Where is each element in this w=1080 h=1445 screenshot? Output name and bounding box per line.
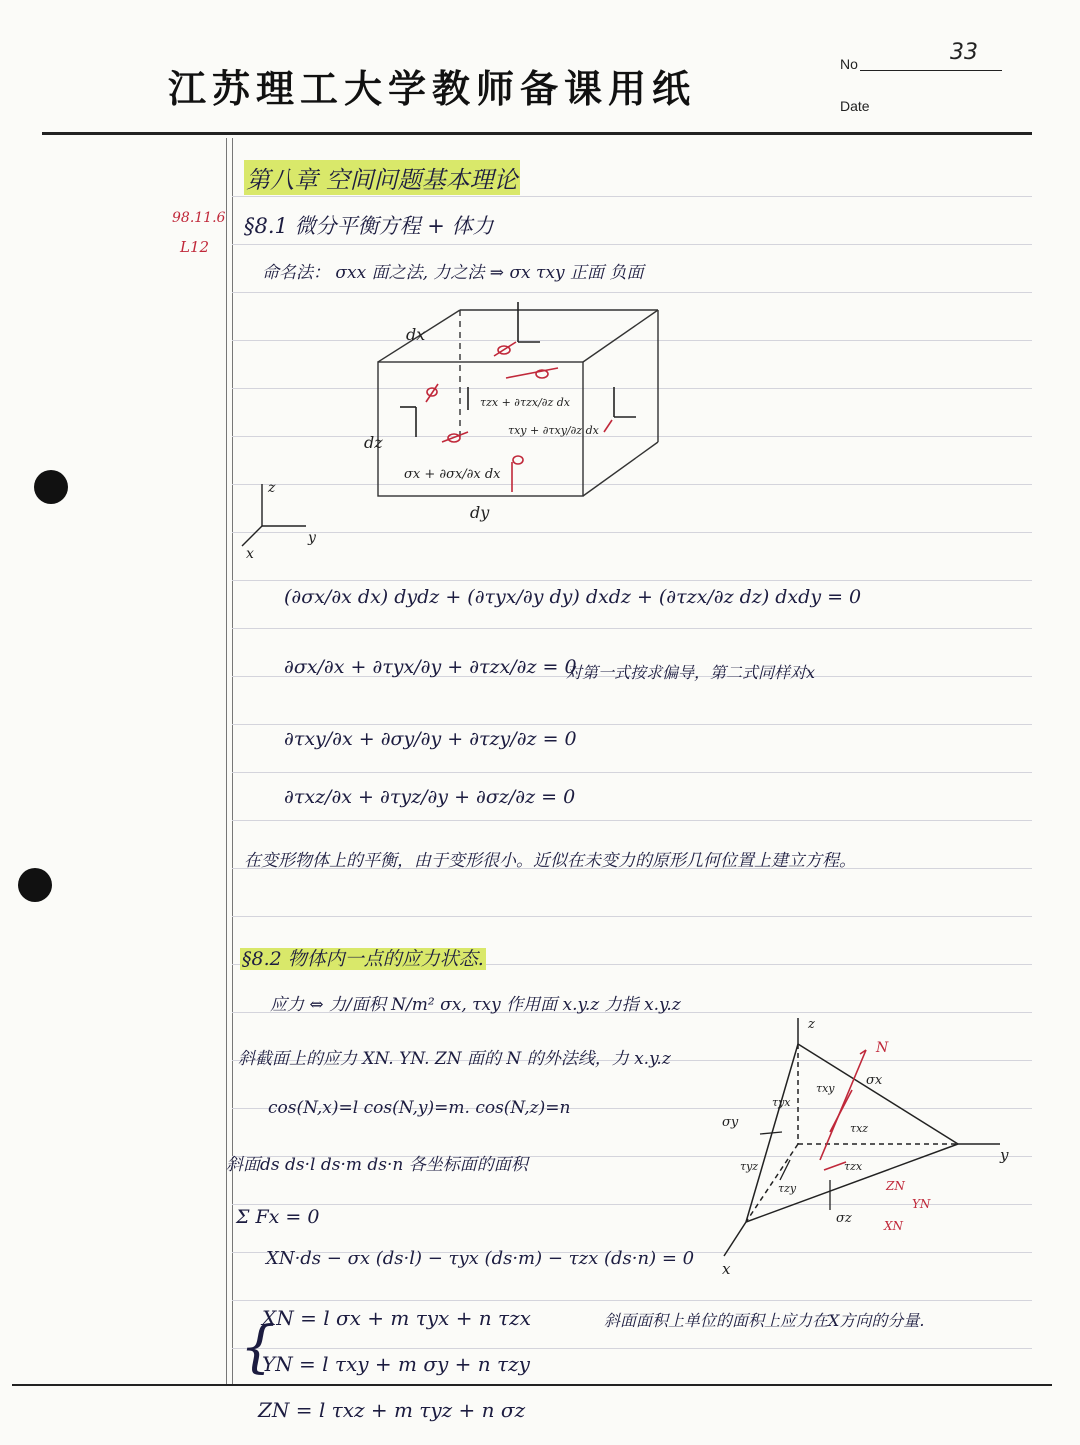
tetra-yn-label: YN [912,1197,931,1211]
cube-dx-label: dx [406,325,426,344]
face-areas: 斜面ds ds·l ds·m ds·n 各坐标面的面积 [226,1155,528,1175]
ruled-line [232,724,1032,725]
footer-rule [12,1384,1052,1386]
tetra-n-label: N [876,1040,889,1056]
ruled-line [232,1300,1032,1301]
equilibrium-x-note: 对第一式按求偏导，第二式同样对x [566,663,816,682]
header-rule [42,132,1032,135]
cube-axis-x-label: x [246,546,254,562]
equilibrium-equation-y: ∂τxy/∂x + ∂σy/∂y + ∂τzy/∂z = 0 [284,728,577,750]
ruled-line [232,916,1032,917]
binder-hole [34,470,68,504]
tetra-tau-zx-label: τzx [844,1160,863,1173]
ruled-line [232,244,1032,245]
cube-tau-zx-label: τzx + ∂τzx/∂z dx [480,396,570,409]
margin-lecture-note: L12 [180,238,210,256]
naming-convention: 命名法： σxx 面之法, 力之法 ⇒ σx τxy 正面 负面 [262,263,644,283]
section-8-2-text: §8.2 物体内一点的应力状态. [242,948,484,970]
brace-symbol: { [240,1315,276,1380]
date-label: Date [840,98,870,114]
binder-hole [18,868,52,902]
small-deformation-remark: 在变形物体上的平衡，由于变形很小。近似在未变力的原形几何位置上建立方程。 [244,851,856,871]
equilibrium-sum-equation: (∂σx/∂x dx) dydz + (∂τyx/∂y dy) dxdz + (∂τzx/∂z dz) dxdy = 0 [284,586,862,608]
direction-cosines: cos(N,x)=l cos(N,y)=m. cos(N,z)=n [268,1098,571,1118]
cube-tau-xy-label: τxy + ∂τxy/∂z dx [508,424,599,437]
cube-axis-y-label: y [308,530,316,546]
no-underline [860,70,1002,71]
ruled-line [232,196,1032,197]
cube-sigma-x-label: σx + ∂σx/∂x dx [404,467,501,482]
tetra-sigma-y-label: σy [722,1115,739,1130]
section-8-1-heading: §8.1 微分平衡方程 + 体力 [244,214,494,238]
section-8-2-heading [240,944,486,971]
tetra-tau-zy-label: τzy [778,1182,797,1195]
tetra-sigma-z-label: σz [836,1211,852,1226]
tetra-tau-yz-label: τyz [740,1160,759,1173]
xn-equation: XN = l σx + m τyx + n τzx [262,1306,531,1330]
tetra-y-label: y [1000,1146,1009,1164]
tetra-tau-yx-label: τyx [772,1096,791,1109]
tetra-xn-label: XN [884,1219,904,1233]
ruled-line [232,820,1032,821]
margin-line [226,138,227,1384]
page-title: 江苏理工大学教师备课用纸 [168,66,697,111]
no-label: No [840,56,858,72]
tetra-sigma-x-label: σx [866,1073,883,1088]
tetra-tau-xz-label: τxz [850,1122,869,1135]
ruled-line [232,628,1032,629]
cube-element-figure [240,292,680,562]
ruled-line [232,580,1032,581]
zn-equation: ZN = l τxz + m τyz + n σz [258,1398,526,1422]
tetrahedron-figure [700,1010,1020,1280]
page-number: 33 [950,40,978,65]
cube-dy-label: dy [470,503,490,522]
ruled-line [232,772,1032,773]
margin-line-inner [232,138,233,1384]
oblique-plane-stress: 斜截面上的应力 XN. YN. ZN 面的 N 的外法线，力 x.y.z [238,1049,671,1069]
cube-axis-z-label: z [268,480,276,496]
margin-date-note: 98.11.6 [172,210,226,226]
equilibrium-equation-z: ∂τxz/∂x + ∂τyz/∂y + ∂σz/∂z = 0 [284,786,576,808]
stress-definition: 应力 ⇔ 力/面积 N/m² σx, τxy 作用面 x.y.z 力指 x.y.z [270,995,681,1015]
tetra-tau-xy-label: τxy [816,1082,835,1095]
cube-dz-label: dz [364,433,383,452]
chapter-heading: 第八章 空间问题基本理论 [244,160,520,195]
tetra-z-label: z [808,1017,815,1032]
yn-equation: YN = l τxy + m σy + n τzy [262,1352,530,1376]
ruled-line [232,1348,1032,1349]
tetra-zn-label: ZN [886,1179,905,1193]
force-balance-equation: XN·ds − σx (ds·l) − τyx (ds·m) − τzx (ds·n) = 0 [266,1248,695,1269]
tetra-x-label: x [722,1260,731,1278]
sum-fx-equation: Σ Fx = 0 [236,1206,320,1228]
equilibrium-equation-x: ∂σx/∂x + ∂τyx/∂y + ∂τzx/∂z = 0 [284,656,577,678]
xn-note: 斜面面积上单位的面积上应力在X方向的分量. [604,1311,925,1330]
